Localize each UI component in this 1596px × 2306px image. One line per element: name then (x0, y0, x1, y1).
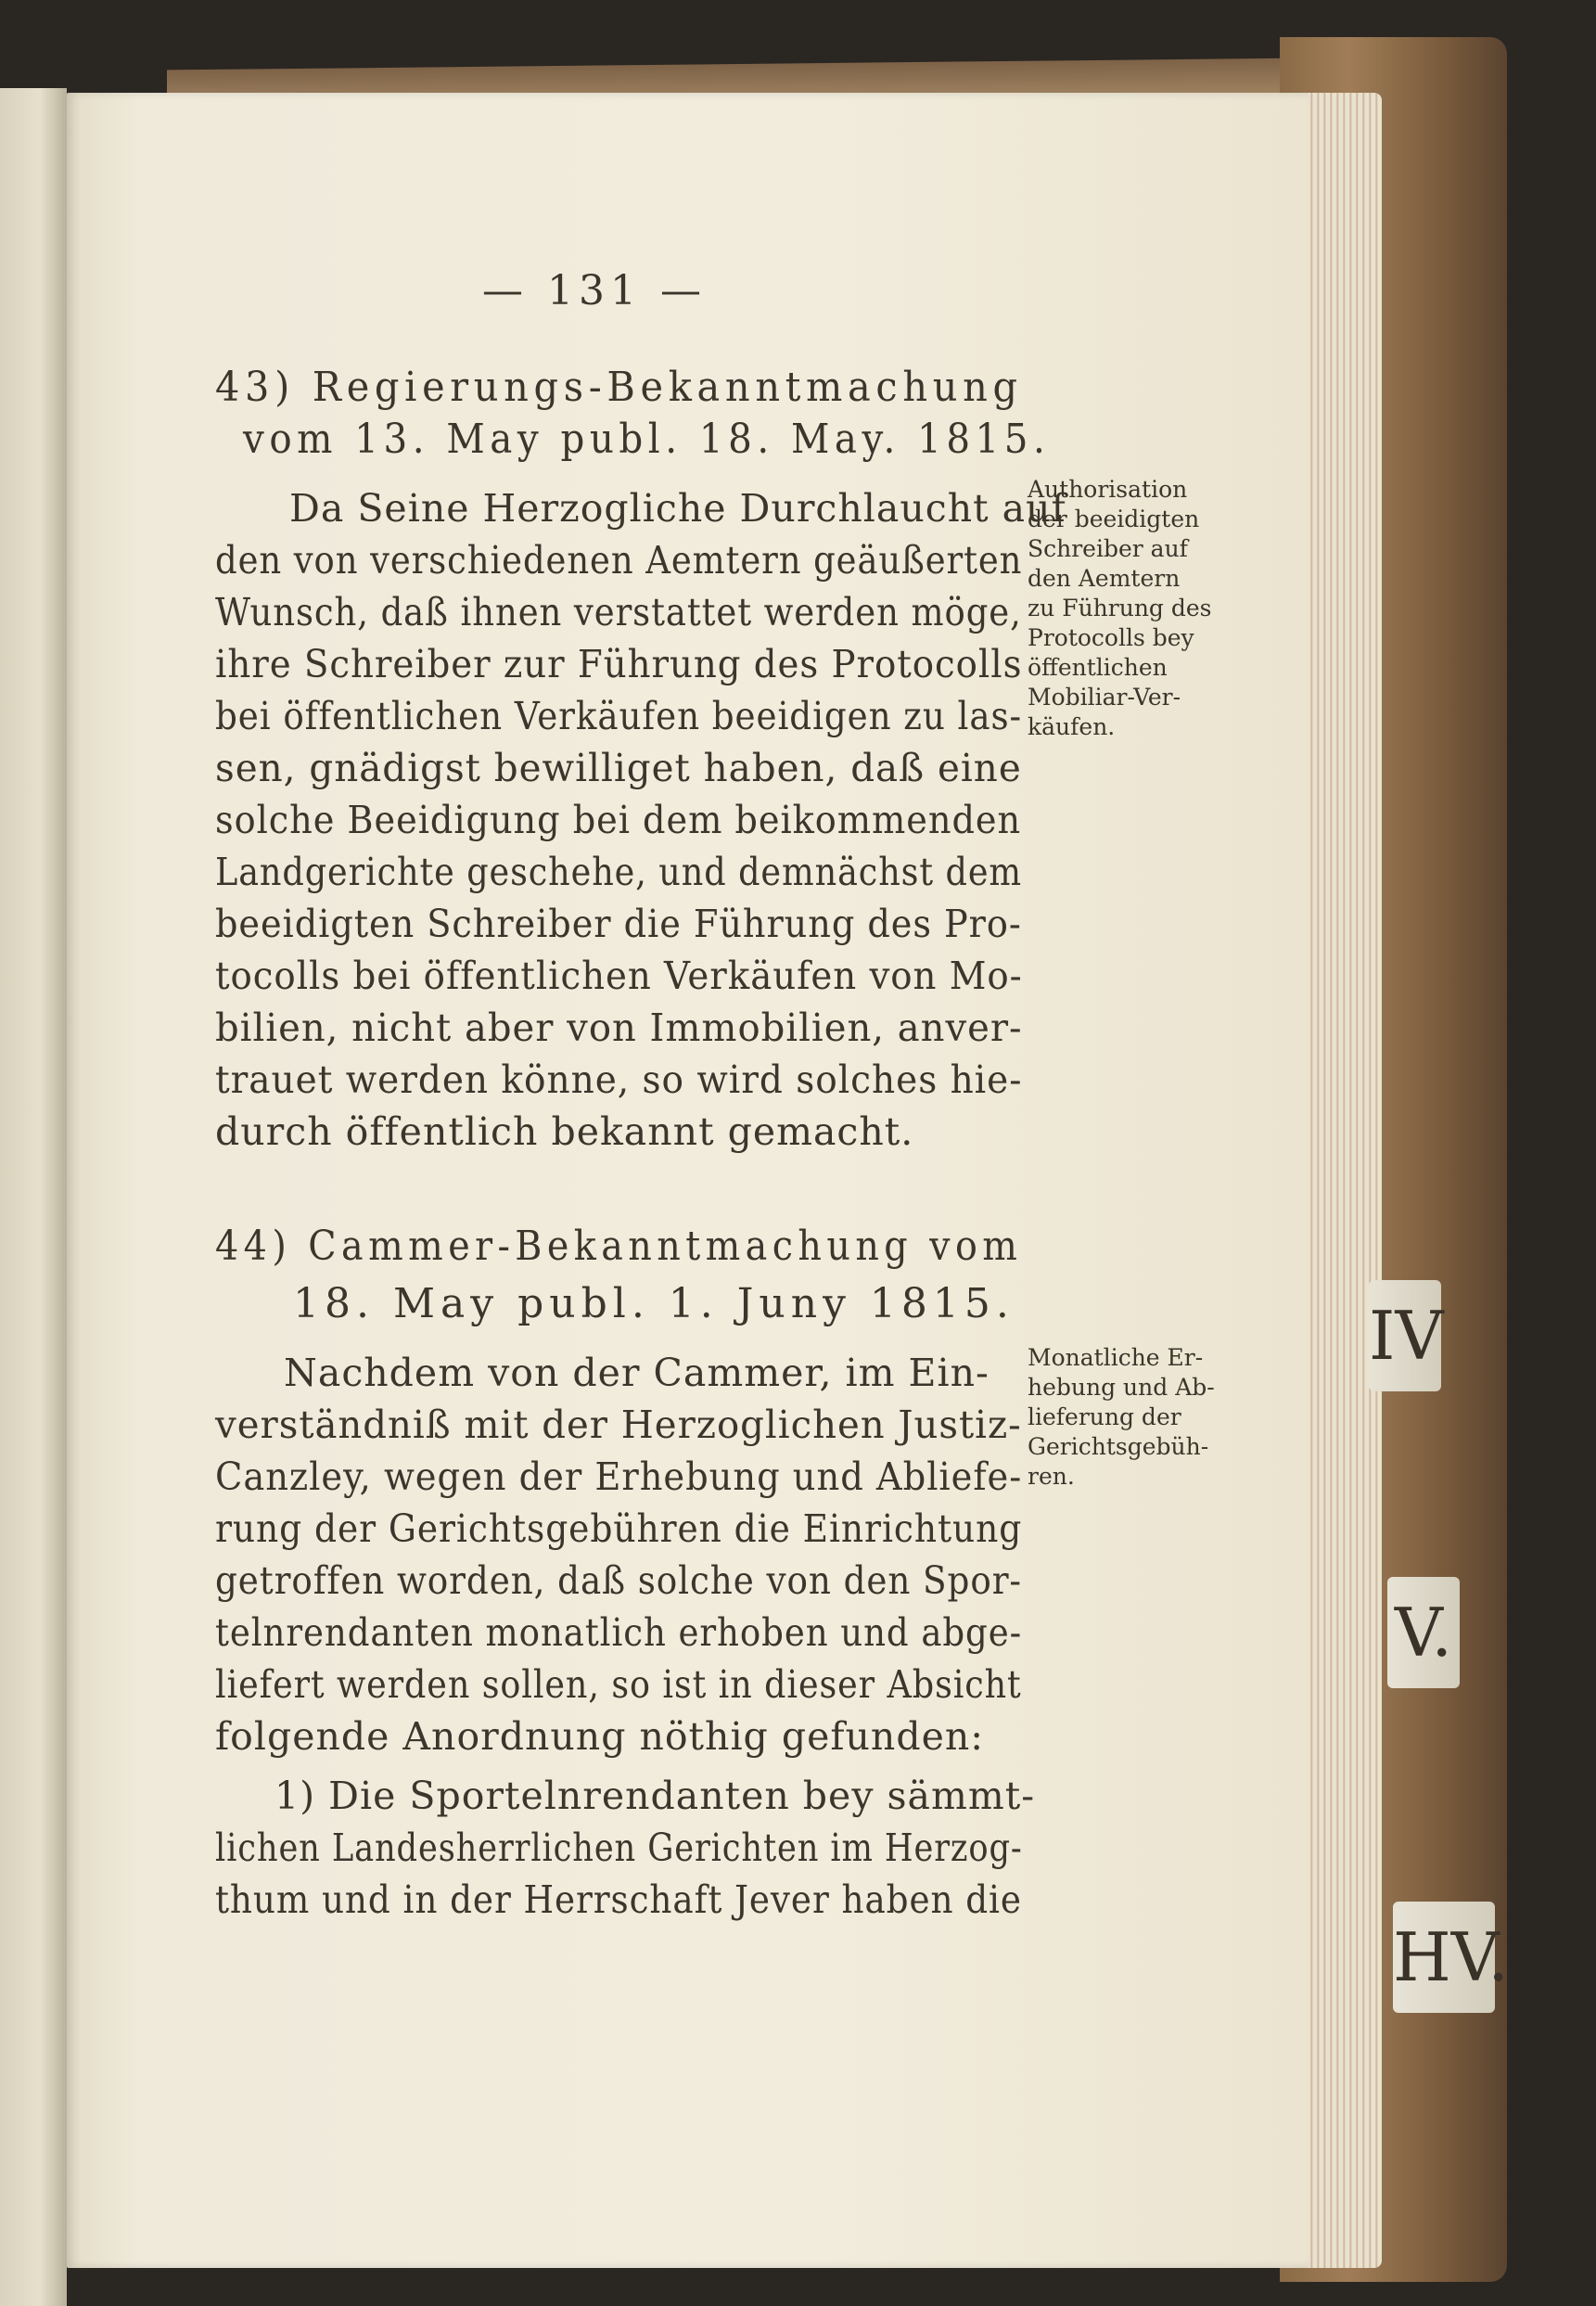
text-line: folgende Anordnung nöthig gefunden: (215, 1714, 985, 1759)
text-line: thum und in der Herrschaft Jever haben die (215, 1877, 1022, 1922)
text-line: bilien, nicht aber von Immobilien, anver- (215, 1006, 1023, 1050)
text-line: beeidigten Schreiber die Führung des Pro- (215, 902, 1022, 946)
text-line: liefert werden sollen, so ist in dieser Absicht (215, 1662, 1022, 1707)
text-line: Canzley, wegen der Erhebung und Abliefe- (215, 1454, 1023, 1499)
text-line: durch öffentlich bekannt gemacht. (215, 1109, 914, 1154)
text-line: lichen Landesherrlichen Gerichten im Herzog- (215, 1826, 1023, 1870)
text-line: Wunsch, daß ihnen verstattet werden möge, (215, 590, 1022, 634)
section-44-heading-2: 18. May publ. 1. Juny 1815. (293, 1280, 1015, 1327)
text-line: solche Beeidigung bei dem beikommenden (215, 798, 1022, 842)
text-line: rung der Gerichtsgebühren die Einrichtung (215, 1506, 1023, 1551)
section-44-heading-1: 44) Cammer-Bekanntmachung vom (215, 1223, 1023, 1270)
text-line: verständniß mit der Herzoglichen Justiz- (215, 1403, 1022, 1447)
text-line: Nachdem von der Cammer, im Ein- (284, 1351, 990, 1395)
text-line: sen, gnädigst bewilliget haben, daß eine (215, 746, 1022, 790)
index-tab-3[interactable]: HV. (1393, 1902, 1495, 2013)
text-line: tocolls bei öffentlichen Verkäufen von Mo- (215, 954, 1023, 998)
facing-page-edge (0, 88, 67, 2306)
text-line: getroffen worden, daß solche von den Spor- (215, 1558, 1022, 1603)
text-line: den von verschiedenen Aemtern geäußerten (215, 538, 1023, 583)
text-line: Landgerichte geschehe, und demnächst dem (215, 850, 1022, 894)
text-line: trauet werden könne, so wird solches hie- (215, 1057, 1023, 1102)
section-43-heading-2: vom 13. May publ. 18. May. 1815. (243, 416, 1051, 463)
section-44-margin-note: Monatliche Er- hebung und Ab- lieferung der Gerichtsgebüh- ren. (1028, 1344, 1215, 1490)
text-line: Da Seine Herzogliche Durchlaucht auf (289, 486, 1066, 531)
text-line: bei öffentlichen Verkäufen beeidigen zu las- (215, 694, 1022, 738)
text-line: telnrendanten monatlich erhoben und abge- (215, 1610, 1023, 1655)
text-line: 1) Die Sportelnrendanten bey sämmt- (275, 1774, 1036, 1818)
section-43-heading-1: 43) Regierungs-Bekanntmachung (215, 364, 1023, 411)
section-43-margin-note: Authorisation der beeidigten Schreiber auf den Aemtern zu Führung des Protocolls bey öffentlichen Mobiliar-Ver- käufen. (1028, 476, 1212, 740)
index-tab-2[interactable]: V. (1387, 1577, 1460, 1688)
index-tab-1[interactable]: IV (1369, 1280, 1441, 1391)
text-line: ihre Schreiber zur Führung des Protocolls (215, 642, 1023, 686)
page-number: — 131 — (482, 267, 707, 314)
